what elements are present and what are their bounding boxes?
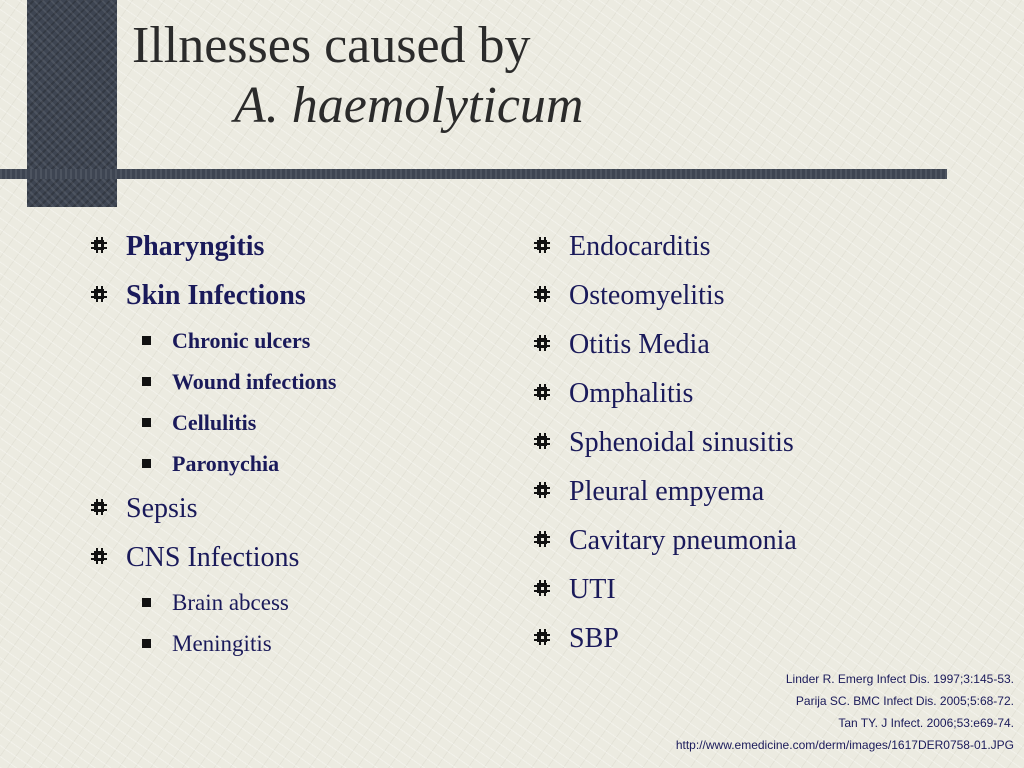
title-line-1: Illnesses caused by — [132, 17, 531, 74]
list-item — [533, 467, 797, 516]
list-item — [90, 222, 336, 271]
list-item — [533, 614, 797, 663]
list-item — [533, 222, 797, 271]
reference-link[interactable]: http://www.emedicine.com/derm/images/1617DER0758-01.JPG — [675, 738, 1014, 752]
sub-list-item — [142, 320, 336, 361]
reference-citation: Parija SC. BMC Infect Dis. 2005;5:68-72. — [795, 694, 1014, 708]
list-item-label: SBP — [569, 623, 619, 654]
square-bullet-icon — [142, 377, 151, 386]
square-bullet-icon — [142, 639, 151, 648]
square-bullet-icon — [142, 418, 151, 427]
list-item — [533, 516, 797, 565]
hash-bullet-icon — [533, 285, 551, 303]
list-item — [533, 271, 797, 320]
hash-bullet-icon — [533, 628, 551, 646]
left-bullet-list — [90, 222, 336, 664]
list-item-label: Omphalitis — [569, 378, 694, 409]
list-item-label: Pharyngitis — [126, 231, 265, 262]
sub-list-item-label: Cellulitis — [172, 410, 257, 435]
sub-list-item-label: Chronic ulcers — [172, 328, 311, 353]
list-item-label: Sphenoidal sinusitis — [569, 427, 794, 458]
list-item-label: Otitis Media — [569, 329, 710, 360]
list-item-label: Sepsis — [126, 493, 198, 524]
sub-list — [142, 582, 336, 664]
list-item — [533, 320, 797, 369]
list-item-label: Cavitary pneumonia — [569, 525, 797, 556]
sub-list-item-label: Paronychia — [172, 451, 280, 476]
list-item-label: Osteomyelitis — [569, 280, 725, 311]
square-bullet-icon — [142, 336, 151, 345]
sub-list-item — [142, 623, 336, 664]
hash-bullet-icon — [90, 285, 108, 303]
list-item — [90, 271, 336, 484]
right-bullet-list — [533, 222, 797, 663]
list-item — [533, 418, 797, 467]
list-item-label: CNS Infections — [126, 542, 300, 573]
list-item-label: Endocarditis — [569, 231, 711, 262]
sub-list-item — [142, 582, 336, 623]
hash-bullet-icon — [533, 530, 551, 548]
sub-list-item-label: Meningitis — [172, 631, 272, 656]
sub-list-item-label: Wound infections — [172, 369, 337, 394]
hash-bullet-icon — [533, 236, 551, 254]
square-bullet-icon — [142, 598, 151, 607]
reference-citation: Tan TY. J Infect. 2006;53:e69-74. — [838, 716, 1014, 730]
list-item-label: UTI — [569, 574, 616, 605]
list-item — [533, 565, 797, 614]
hash-bullet-icon — [90, 547, 108, 565]
hash-bullet-icon — [90, 236, 108, 254]
hash-bullet-icon — [533, 481, 551, 499]
hash-bullet-icon — [533, 579, 551, 597]
list-item — [90, 533, 336, 664]
list-item-label: Pleural empyema — [569, 476, 765, 507]
sub-list-item-label: Brain abcess — [172, 590, 289, 615]
list-item — [533, 369, 797, 418]
sub-list-item — [142, 361, 336, 402]
square-bullet-icon — [142, 459, 151, 468]
sub-list — [142, 320, 336, 484]
sub-list-item — [142, 443, 336, 484]
references — [676, 668, 1014, 756]
list-item-label: Skin Infections — [126, 280, 306, 311]
list-item — [90, 484, 336, 533]
sub-list-item — [142, 402, 336, 443]
hash-bullet-icon — [533, 383, 551, 401]
title-divider-bar — [0, 169, 947, 179]
title-line-2: A. haemolyticum — [234, 77, 584, 134]
reference-citation: Linder R. Emerg Infect Dis. 1997;3:145-53. — [785, 672, 1014, 686]
hash-bullet-icon — [90, 498, 108, 516]
hash-bullet-icon — [533, 432, 551, 450]
hash-bullet-icon — [533, 334, 551, 352]
slide-title — [132, 16, 583, 136]
